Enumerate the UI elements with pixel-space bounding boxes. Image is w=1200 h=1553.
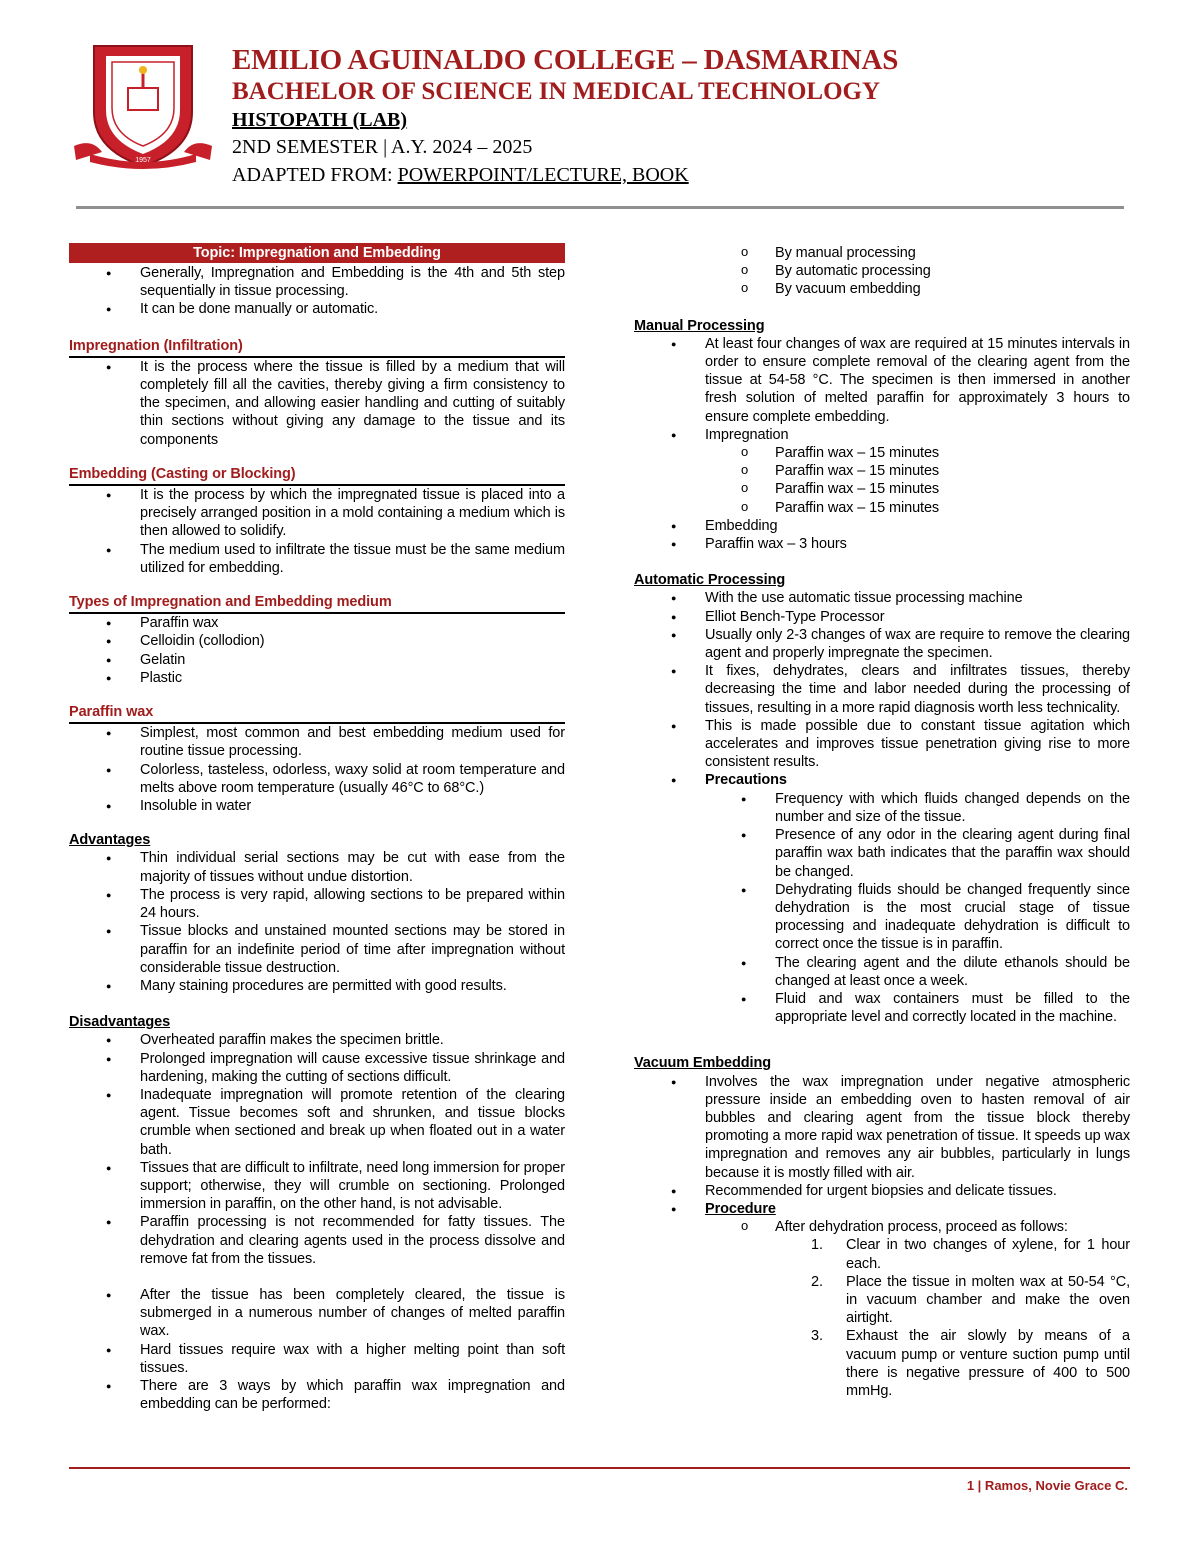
list-item: ● Thin individual serial sections may be cut with ease from the majority of tissues without undue distortion. [69,849,565,885]
list-item: ● It is the process by which the impregnated tissue is placed into a precisely arranged position in a mold containing a medium which is then allowed to solidify. [69,486,565,541]
list-item: ● Celloidin (collodion) [69,632,565,650]
manual-list [634,335,1130,444]
precautions-list [634,790,1130,1027]
header-divider [76,206,1124,209]
section-heading-vacuum: Vacuum Embedding [634,1055,771,1072]
list-item: ● It can be done manually or automatic. [69,300,565,318]
list-item: ● Overheated paraffin makes the specimen brittle. [69,1031,565,1049]
list-item: ● Frequency with which fluids changed depends on the number and size of the tissue. [634,790,1130,826]
list-item: ● Involves the wax impregnation under negative atmospheric pressure inside an embedding oven to hasten removal of air bubbles and clearing agent from the tissue block thereby promoting a more rapid wax penetration of tissue. It speeds up wax impregnation and removes any air bubbles, particularly in lungs because it is mostly filled with air. [634,1073,1130,1182]
list-item: ● With the use automatic tissue processing machine [634,589,1130,607]
course-title: HISTOPATH (LAB) [232,109,408,131]
list-item: ● Elliot Bench-Type Processor [634,608,1130,626]
list-item: ● It fixes, dehydrates, clears and infiltrates tissues, thereby decreasing the time and labor needed during the processing of tissues, resulting in a more rapid diagnosis worth less technicality. [634,662,1130,717]
precautions-label: ● Precautions [634,771,1130,789]
list-item: ● Dehydrating fluids should be changed frequently since dehydration is the most crucial stage of tissue processing and inadequate dehydration is difficult to correct once the tissue is in paraffin. [634,881,1130,954]
footer-divider [69,1467,1130,1469]
advantages-list [69,849,565,995]
list-item: ● Gelatin [69,651,565,669]
procedure-label: ● Procedure [634,1200,1130,1218]
semester-line: 2ND SEMESTER | A.Y. 2024 – 2025 [232,136,533,158]
list-item: ● Inadequate impregnation will promote retention of the clearing agent. Tissue becomes soft and shrunken, and tissue blocks crumble when sectioned and break up when floated out in a water bath. [69,1086,565,1159]
list-item: o By vacuum embedding [634,280,1130,298]
manual-embedding-list [634,517,1130,553]
intro-list [69,264,565,319]
automatic-list [634,589,1130,789]
list-item: ● Tissues that are difficult to infiltrate, need long immersion for proper support; otherwise, they will crumble on sectioning. Prolonged immersion in paraffin, on the other hand, is not advisable. [69,1159,565,1214]
page-footer: 1 | Ramos, Novie Grace C. [966,1478,1128,1493]
list-item: ● The clearing agent and the dilute ethanols should be changed at least once a week. [634,954,1130,990]
section-heading-disadvantages: Disadvantages [69,1014,171,1031]
list-item: o By automatic processing [634,262,1130,280]
list-item: ● This is made possible due to constant tissue agitation which accelerates and improves tissue penetration giving rise to more consistent results. [634,717,1130,772]
section-heading-advantages: Advantages [69,832,151,849]
list-item: ● Paraffin wax – 3 hours [634,535,1130,553]
svg-text:1957: 1957 [135,157,151,164]
document-header [232,44,898,189]
list-item: ● At least four changes of wax are required at 15 minutes intervals in order to ensure complete removal of the clearing agent from the tissue at 54-58 °C. The specimen is then immersed in another fresh solution of melted paraffin for approximately 3 hours to ensure complete embedding. [634,335,1130,426]
procedure-intro [634,1218,1130,1236]
section-heading-automatic: Automatic Processing [634,572,786,589]
processing-notes-list [69,1286,565,1413]
list-item: ● Fluid and wax containers must be filled to the appropriate level and correctly located in the machine. [634,990,1130,1026]
types-list [69,614,565,687]
list-item: ● The medium used to infiltrate the tissue must be the same medium utilized for embedding. [69,541,565,577]
section-heading-manual: Manual Processing [634,317,765,334]
list-item: ● After the tissue has been completely cleared, the tissue is submerged in a numerous number of changes of melted paraffin wax. [69,1286,565,1341]
processing-methods-list [634,244,1130,299]
list-item: ● Prolonged impregnation will cause excessive tissue shrinkage and hardening, making the cutting of sections difficult. [69,1050,565,1086]
list-item: ● Insoluble in water [69,797,565,815]
list-item: o After dehydration process, proceed as follows: [634,1218,1130,1236]
list-item: o Paraffin wax – 15 minutes [634,499,1130,517]
list-item: ● Simplest, most common and best embedding medium used for routine tissue processing. [69,724,565,760]
list-item: o Paraffin wax – 15 minutes [634,444,1130,462]
procedure-step: 3. Exhaust the air slowly by means of a vacuum pump or venture suction pump until there is negative pressure of 400 to 500 mmHg. [811,1328,1130,1399]
list-item: ● Colorless, tasteless, odorless, waxy solid at room temperature and melts above room temperature (usually 46°C to 68°C.) [69,761,565,797]
impregnation-list [69,358,565,449]
section-heading-paraffin: Paraffin wax [69,703,565,724]
vacuum-list [634,1073,1130,1219]
college-name: EMILIO AGUINALDO COLLEGE – DASMARINAS [232,44,899,76]
topic-banner: Topic: Impregnation and Embedding [69,243,565,263]
section-heading-impregnation: Impregnation (Infiltration) [69,337,565,358]
adapted-source: POWERPOINT/LECTURE, BOOK [397,164,689,186]
disadvantages-list [69,1031,565,1268]
program-name: BACHELOR OF SCIENCE IN MEDICAL TECHNOLOGY [232,78,881,105]
procedure-step: 1. Clear in two changes of xylene, for 1 hour each. [811,1237,1130,1272]
section-heading-types: Types of Impregnation and Embedding medium [69,593,565,614]
adapted-from-line: ADAPTED FROM: POWERPOINT/LECTURE, BOOK [232,164,689,186]
embedding-list [69,486,565,577]
list-item: ● Presence of any odor in the clearing agent during final paraffin wax bath indicates that the paraffin wax should be changed. [634,826,1130,881]
list-item: o By manual processing [634,244,1130,262]
college-seal-logo [72,42,214,172]
list-item: ● Paraffin wax [69,614,565,632]
list-item: ● Recommended for urgent biopsies and delicate tissues. [634,1182,1130,1200]
list-item: ● Many staining procedures are permitted with good results. [69,977,565,995]
list-item: ● Embedding [634,517,1130,535]
list-item: ● Tissue blocks and unstained mounted sections may be stored in paraffin for an indefinite period of time after impregnation without considerable tissue destruction. [69,922,565,977]
list-item: ● Usually only 2-3 changes of wax are require to remove the clearing agent and properly impregnate the specimen. [634,626,1130,662]
procedure-step: 2. Place the tissue in molten wax at 50-54 °C, in vacuum chamber and make the oven airtight. [811,1273,1130,1327]
list-item: ● The process is very rapid, allowing sections to be prepared within 24 hours. [69,886,565,922]
list-item: o Paraffin wax – 15 minutes [634,480,1130,498]
list-item: ● Impregnation [634,426,1130,444]
right-column [634,244,1130,1400]
procedure-steps [634,1236,1130,1400]
list-item: ● It is the process where the tissue is filled by a medium that will completely fill all the cavities, thereby giving a firm consistency to the specimen, and allowing easier handling and cutting of suitably thin sections without giving any damage to the tissue and its components [69,358,565,449]
list-item: o Paraffin wax – 15 minutes [634,462,1130,480]
manual-impregnation-steps [634,444,1130,517]
list-item: ● Generally, Impregnation and Embedding is the 4th and 5th step sequentially in tissue processing. [69,264,565,300]
list-item: ● Plastic [69,669,565,687]
paraffin-list [69,724,565,815]
list-item: ● Paraffin processing is not recommended for fatty tissues. The dehydration and clearing agents used in the process dissolve and remove fat from the tissues. [69,1213,565,1268]
left-column [69,243,565,1413]
section-heading-embedding: Embedding (Casting or Blocking) [69,465,565,486]
list-item: ● There are 3 ways by which paraffin wax impregnation and embedding can be performed: [69,1377,565,1413]
list-item: ● Hard tissues require wax with a higher melting point than soft tissues. [69,1341,565,1377]
